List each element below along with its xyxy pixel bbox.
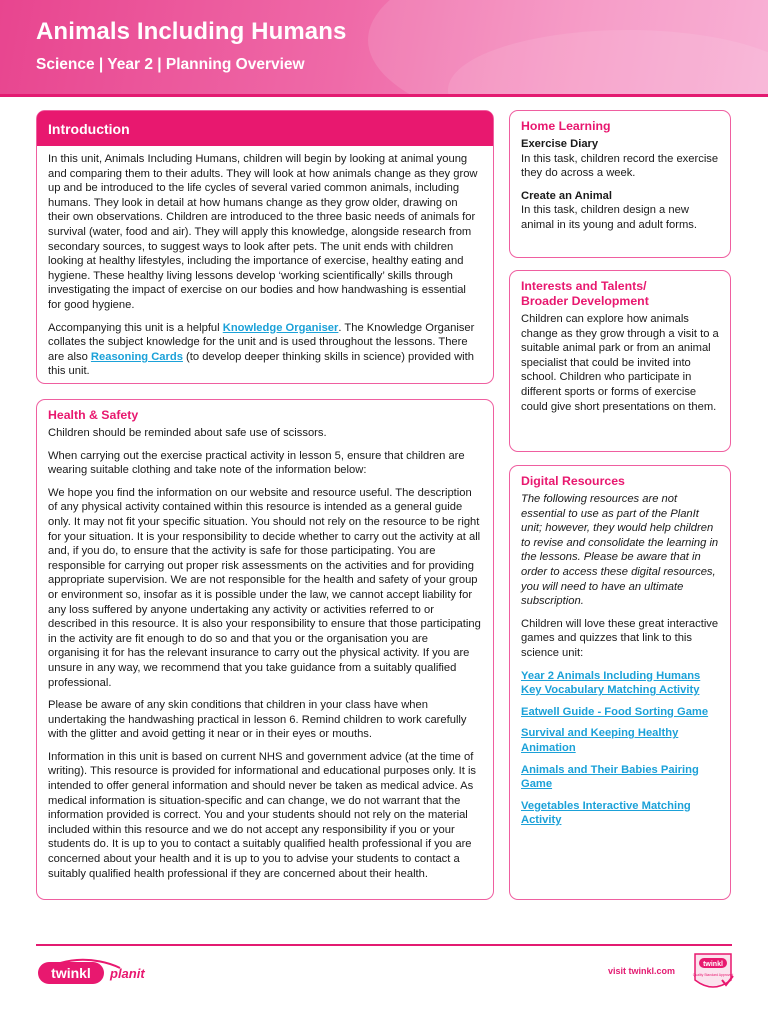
health-safety-paragraph: Please be aware of any skin conditions that children in your class have when undertaking the handwashing practical in lesson 6. Remind children to work carefully with the glitter and avoid getting it near or in their eyes or mouths. [48,699,467,741]
quality-badge-icon [690,950,736,994]
page-header [0,0,768,94]
resource-link-vocabulary[interactable]: Year 2 Animals Including Humans Key Vocabulary Matching Activity [521,669,701,697]
exercise-diary-title: Exercise Diary [521,138,599,150]
logo-twinkl-text: twinkl [51,965,91,981]
digital-resources-panel [509,465,731,900]
badge-twinkl-text: twinkl [703,961,723,968]
interests-heading-line2: Broader Development [521,294,649,308]
exercise-diary-text: In this task, children record the exercise they do across a week. [521,152,719,180]
page-title: Animals Including Humans [36,18,347,45]
digital-resources-intro: Children will love these great interactive games and quizzes that link to this science unit: [521,617,719,659]
digital-resources-body [521,492,719,828]
interests-body: Children can explore how animals change as they grow through a visit to a suitable animal park or from an animal specialist that could be invited into school. Children who participate in different sports or forms of exercise could give short presentations on them. [521,313,719,413]
logo-planit-text: planit [110,966,145,981]
introduction-panel [36,110,494,384]
create-animal-text: In this task, children design a new animal in its young and adult forms. [521,204,697,231]
footer-divider [36,944,732,946]
resource-link-vegetables[interactable]: Vegetables Interactive Matching Activity [521,799,691,827]
resource-link-animals-babies[interactable]: Animals and Their Babies Pairing Game [521,763,699,791]
visit-twinkl-link[interactable]: visit twinkl.com [608,966,676,976]
interests-talents-panel [509,270,731,452]
text-run: Accompanying this unit is a helpful [48,321,223,334]
health-safety-paragraph: We hope you find the information on our website and resource useful. The description of any physical activity contained within this resource is intended as a general guide only. It may not fit your specific situation. You should not rely on the resource to be right for your situation. It is your responsibility to decide whether to carry out the activity at all and, if you do, to ensure that the activity is safe for those participating. You are responsible for carrying out proper risk assessments on the activities and for providing appropriate supervision. We are not responsible for the health and safety of your group or environment so, insofar as it is possible under the law, we cannot accept liability for any loss suffered by anyone undertaking any activity or activities referred to or described in this resource. It is also your responsibility to ensure that those participating in the activity are fit enough to do so and that you or the organisation you are organising it for has the relevant insurance to carry out the physical activity. If you are unsure in any way, we recommend that you take guidance from a suitably qualified professional. [48,486,481,689]
health-safety-paragraph: When carrying out the exercise practical activity in lesson 5, ensure that children are wearing suitable clothing and take note of the information below: [48,449,465,477]
home-learning-panel [509,110,731,258]
page-subtitle: Science | Year 2 | Planning Overview [36,56,305,73]
knowledge-organiser-link[interactable]: Knowledge Organiser [222,321,339,334]
text-run: (to develop deeper thinking skills in science) provided with this unit. [48,350,474,378]
twinkl-planit-logo[interactable] [36,954,166,988]
digital-resources-heading: Digital Resources [521,474,625,488]
health-safety-panel [36,399,494,900]
home-learning-heading: Home Learning [521,119,611,133]
header-divider [0,94,768,97]
introduction-paragraph: In this unit, Animals Including Humans, children will begin by looking at animal young and comparing them to their adults. They will look at how animals change as they grow up and be introduced to the life cycles of several varied common animals, including humans. They look in detail at how humans change as they grow older, drawing on their own observations. Children are introduced to the three basic needs of animals for survival (water, food and air). They will apply this knowledge, alongside research from secondary sources, to suggest ways to look after pets. The unit ends with children looking at healthy lifestyles, including the importance of exercise, healthy eating and hygiene. These healthy living lessons develop ‘working scientifically’ skills through investigating the impact of exercise on our bodies and how handwashing is essential for good hygiene. [48,153,478,311]
interests-heading-line1: Interests and Talents/ [521,279,647,293]
home-learning-body [521,137,719,233]
create-animal-title: Create an Animal [521,189,612,202]
health-safety-heading: Health & Safety [48,408,139,422]
introduction-heading: Introduction [37,111,493,146]
quality-standard-badge [690,950,736,994]
twinkl-logo-icon [36,954,166,988]
digital-resources-note: The following resources are not essential to use as part of the PlanIt unit; however, they would help children to revise and consolidate the learning in the lessons. Please be aware that in order to access these digital resources, you will need to have an ultimate subscription. [521,493,719,608]
resource-link-survival[interactable]: Survival and Keeping Healthy Animation [521,727,679,754]
reasoning-cards-link[interactable]: Reasoning Cards [90,350,183,363]
introduction-body [37,146,493,379]
badge-caption-text: Quality Standard Approved [692,973,734,977]
health-safety-paragraph: Children should be reminded about safe use of scissors. [48,427,327,439]
health-safety-paragraph: Information in this unit is based on current NHS and government advice (at the time of writing). This resource is provided for informational and educational purposes only. It is intended to offer general information and should never be taken as medical advice. As medical information is situation-specific and can change, we do not warrant that the information provided is correct. You and your students should not rely on the material included within this resource and we do not accept any responsibility if you or your students do. It is up to you to contact a suitably qualified health professional if you are concerned about your health and it is up to you to advise your students to contact a suitably qualified health professional if they are concerned about their health. [48,750,477,880]
resource-link-eatwell[interactable]: Eatwell Guide - Food Sorting Game [521,705,709,718]
introduction-paragraph [48,321,482,379]
health-safety-body [48,426,482,881]
text-run: . The Knowledge Organiser collates the subject knowledge for the unit and is used throughout the lessons. There are also [48,321,475,363]
